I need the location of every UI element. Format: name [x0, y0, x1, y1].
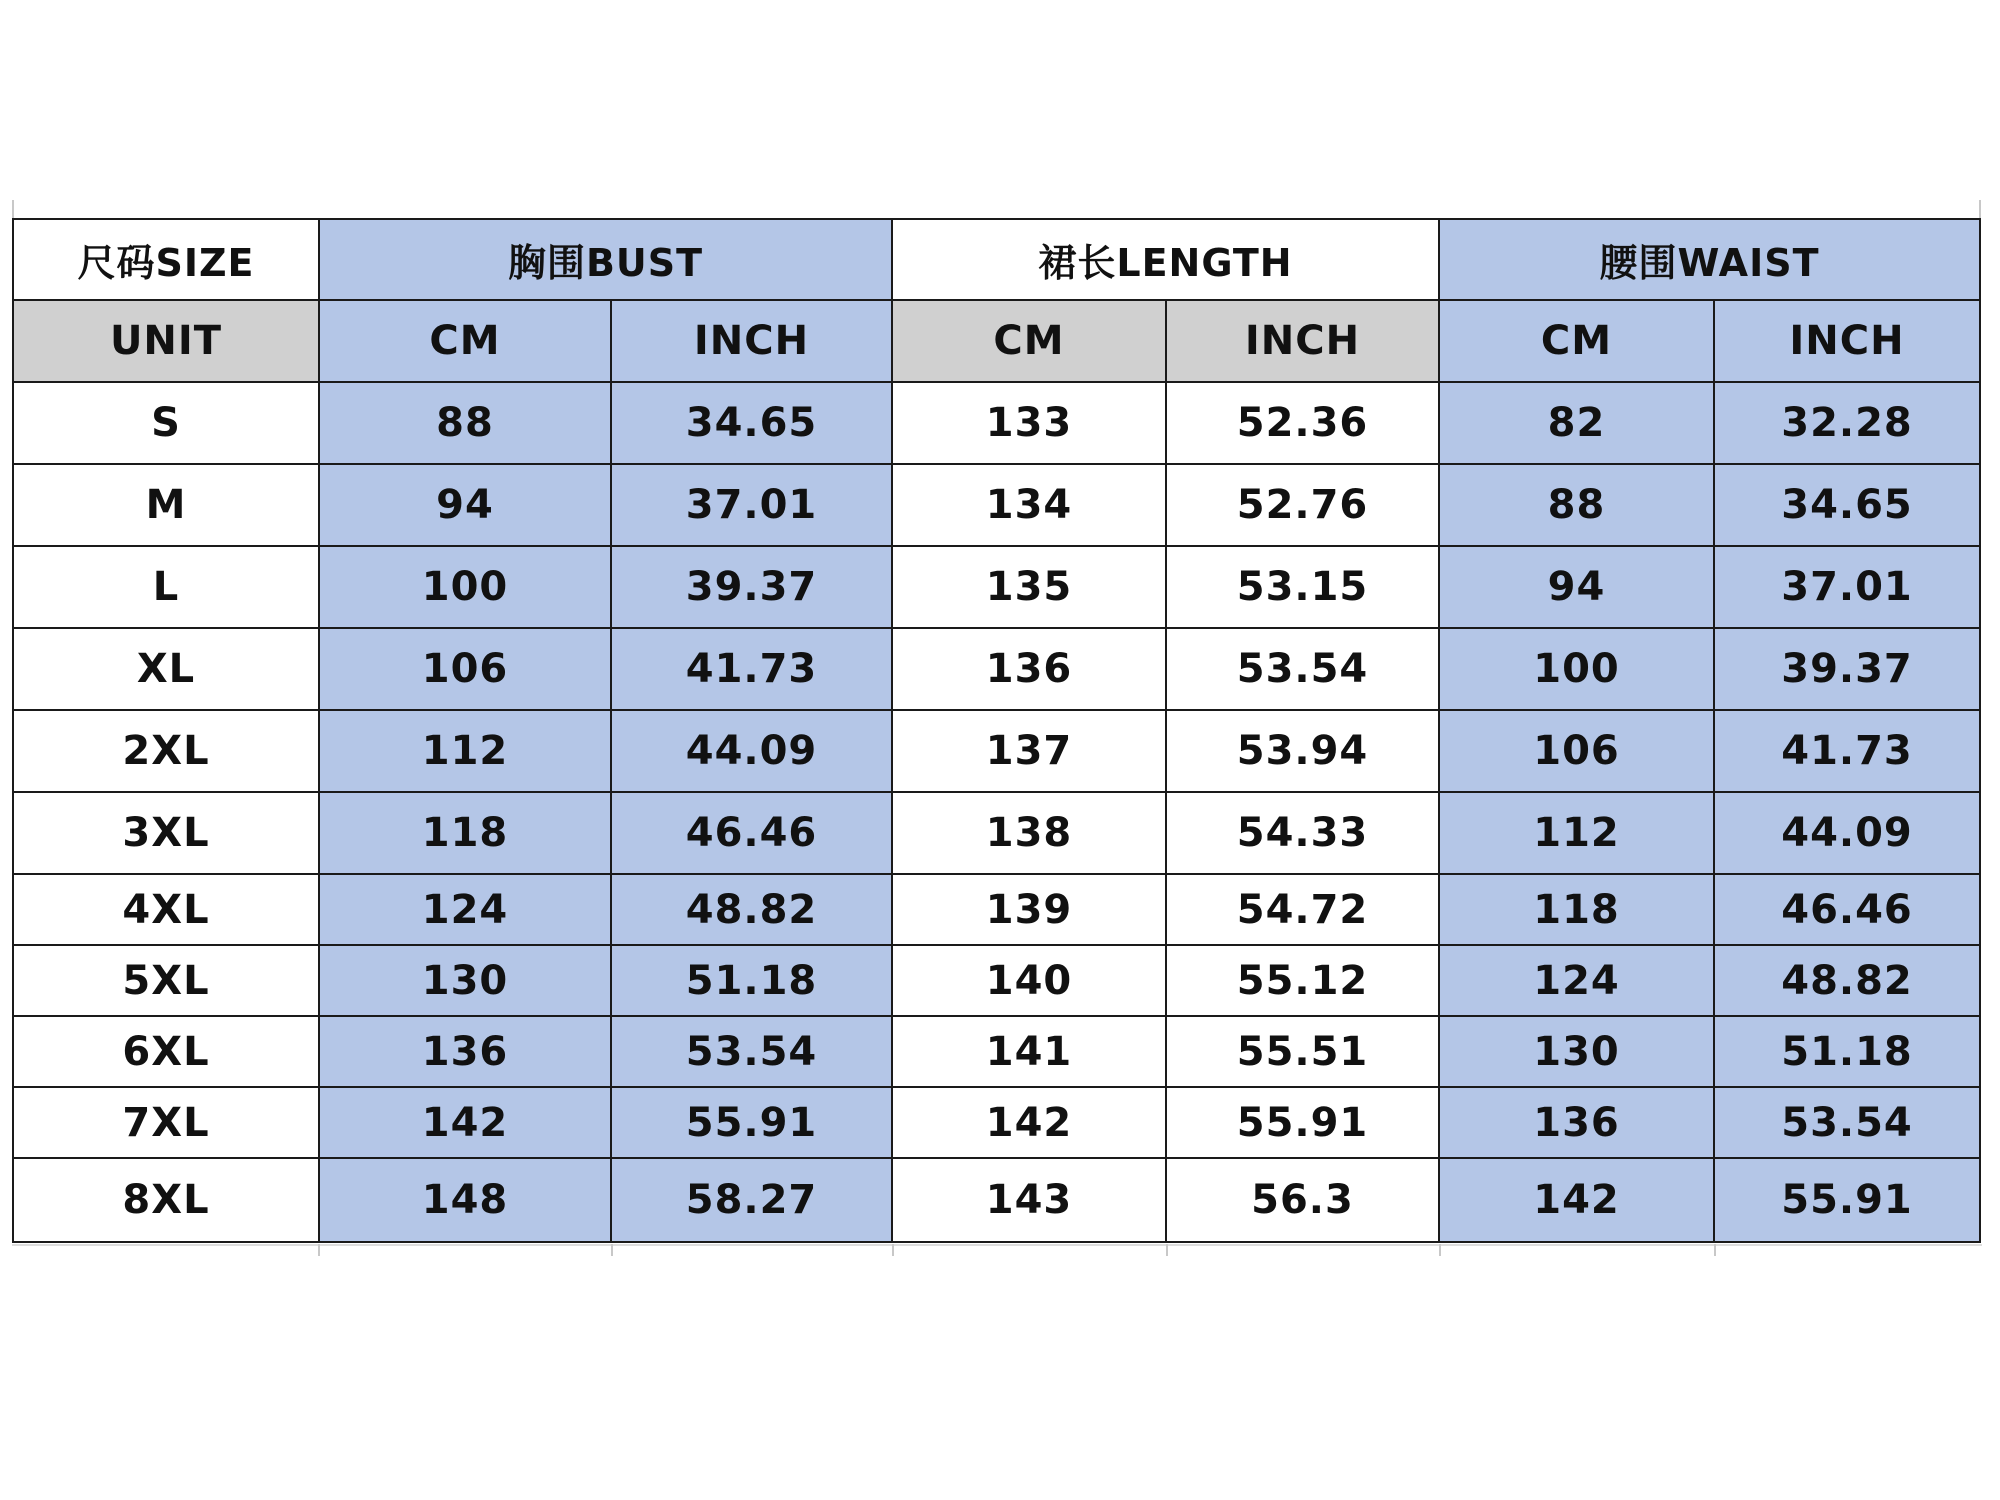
cell-bust-cm: 112 — [320, 711, 612, 793]
cell-size: XL — [12, 629, 320, 711]
cell-bust-cm: 106 — [320, 629, 612, 711]
cell-waist-inch: 41.73 — [1715, 711, 1981, 793]
cell-length-cm: 133 — [893, 383, 1167, 465]
cell-length-cm: 135 — [893, 547, 1167, 629]
cell-length-inch: 53.94 — [1167, 711, 1440, 793]
cell-waist-cm: 142 — [1440, 1159, 1715, 1243]
cell-length-cm: 143 — [893, 1159, 1167, 1243]
cell-bust-inch: 39.37 — [612, 547, 893, 629]
cell-waist-cm: 100 — [1440, 629, 1715, 711]
gridline-tick — [892, 1244, 894, 1256]
cell-length-inch: 54.33 — [1167, 793, 1440, 875]
cell-bust-cm: 148 — [320, 1159, 612, 1243]
cell-waist-cm: 136 — [1440, 1088, 1715, 1159]
cell-waist-cm: 118 — [1440, 875, 1715, 946]
cell-bust-inch: 55.91 — [612, 1088, 893, 1159]
cell-waist-inch: 48.82 — [1715, 946, 1981, 1017]
cell-waist-inch: 44.09 — [1715, 793, 1981, 875]
unit-waist-cm: CM — [1440, 301, 1715, 383]
cell-size: 3XL — [12, 793, 320, 875]
cell-length-cm: 138 — [893, 793, 1167, 875]
cell-waist-cm: 130 — [1440, 1017, 1715, 1088]
gridline-tick — [318, 1244, 320, 1256]
cell-bust-cm: 142 — [320, 1088, 612, 1159]
cell-bust-cm: 94 — [320, 465, 612, 547]
cell-length-cm: 137 — [893, 711, 1167, 793]
cell-waist-cm: 112 — [1440, 793, 1715, 875]
cell-length-cm: 141 — [893, 1017, 1167, 1088]
cell-length-cm: 139 — [893, 875, 1167, 946]
unit-waist-inch: INCH — [1715, 301, 1981, 383]
cell-length-inch: 53.15 — [1167, 547, 1440, 629]
cell-size: S — [12, 383, 320, 465]
unit-length-inch: INCH — [1167, 301, 1440, 383]
cell-length-cm: 140 — [893, 946, 1167, 1017]
unit-bust-cm: CM — [320, 301, 612, 383]
cell-waist-cm: 106 — [1440, 711, 1715, 793]
cell-length-inch: 53.54 — [1167, 629, 1440, 711]
cell-bust-inch: 48.82 — [612, 875, 893, 946]
cell-waist-inch: 53.54 — [1715, 1088, 1981, 1159]
cell-bust-cm: 100 — [320, 547, 612, 629]
cell-length-cm: 136 — [893, 629, 1167, 711]
cell-length-cm: 134 — [893, 465, 1167, 547]
cell-waist-cm: 82 — [1440, 383, 1715, 465]
cell-bust-cm: 118 — [320, 793, 612, 875]
cell-bust-inch: 58.27 — [612, 1159, 893, 1243]
gridline-tick — [1166, 1244, 1168, 1256]
cell-length-inch: 56.3 — [1167, 1159, 1440, 1243]
cell-waist-inch: 39.37 — [1715, 629, 1981, 711]
gridline-tick — [1439, 1244, 1441, 1256]
cell-size: 4XL — [12, 875, 320, 946]
gridline-tick — [12, 200, 14, 218]
cell-waist-inch: 46.46 — [1715, 875, 1981, 946]
cell-size: L — [12, 547, 320, 629]
cell-bust-inch: 37.01 — [612, 465, 893, 547]
unit-length-cm: CM — [893, 301, 1167, 383]
header-size: 尺码SIZE — [12, 218, 320, 301]
cell-bust-inch: 41.73 — [612, 629, 893, 711]
cell-bust-cm: 136 — [320, 1017, 612, 1088]
gridline-tick — [1979, 200, 1981, 218]
cell-size: 2XL — [12, 711, 320, 793]
header-bust: 胸围BUST — [320, 218, 893, 301]
cell-waist-cm: 124 — [1440, 946, 1715, 1017]
cell-bust-inch: 51.18 — [612, 946, 893, 1017]
cell-bust-inch: 44.09 — [612, 711, 893, 793]
cell-length-inch: 54.72 — [1167, 875, 1440, 946]
cell-bust-cm: 88 — [320, 383, 612, 465]
cell-bust-inch: 53.54 — [612, 1017, 893, 1088]
cell-waist-cm: 94 — [1440, 547, 1715, 629]
cell-length-inch: 55.51 — [1167, 1017, 1440, 1088]
header-waist: 腰围WAIST — [1440, 218, 1981, 301]
gridline-tick — [611, 1244, 613, 1256]
cell-bust-inch: 34.65 — [612, 383, 893, 465]
cell-size: 8XL — [12, 1159, 320, 1243]
cell-waist-cm: 88 — [1440, 465, 1715, 547]
cell-size: 7XL — [12, 1088, 320, 1159]
cell-length-cm: 142 — [893, 1088, 1167, 1159]
cell-waist-inch: 51.18 — [1715, 1017, 1981, 1088]
cell-waist-inch: 32.28 — [1715, 383, 1981, 465]
header-length: 裙长LENGTH — [893, 218, 1440, 301]
cell-length-inch: 55.91 — [1167, 1088, 1440, 1159]
gridline-tick — [12, 1244, 1982, 1246]
cell-bust-inch: 46.46 — [612, 793, 893, 875]
cell-waist-inch: 55.91 — [1715, 1159, 1981, 1243]
cell-bust-cm: 130 — [320, 946, 612, 1017]
cell-waist-inch: 37.01 — [1715, 547, 1981, 629]
cell-bust-cm: 124 — [320, 875, 612, 946]
cell-size: 6XL — [12, 1017, 320, 1088]
cell-size: M — [12, 465, 320, 547]
cell-length-inch: 55.12 — [1167, 946, 1440, 1017]
cell-size: 5XL — [12, 946, 320, 1017]
unit-bust-inch: INCH — [612, 301, 893, 383]
cell-waist-inch: 34.65 — [1715, 465, 1981, 547]
cell-length-inch: 52.36 — [1167, 383, 1440, 465]
cell-length-inch: 52.76 — [1167, 465, 1440, 547]
gridline-tick — [1714, 1244, 1716, 1256]
unit-label: UNIT — [12, 301, 320, 383]
